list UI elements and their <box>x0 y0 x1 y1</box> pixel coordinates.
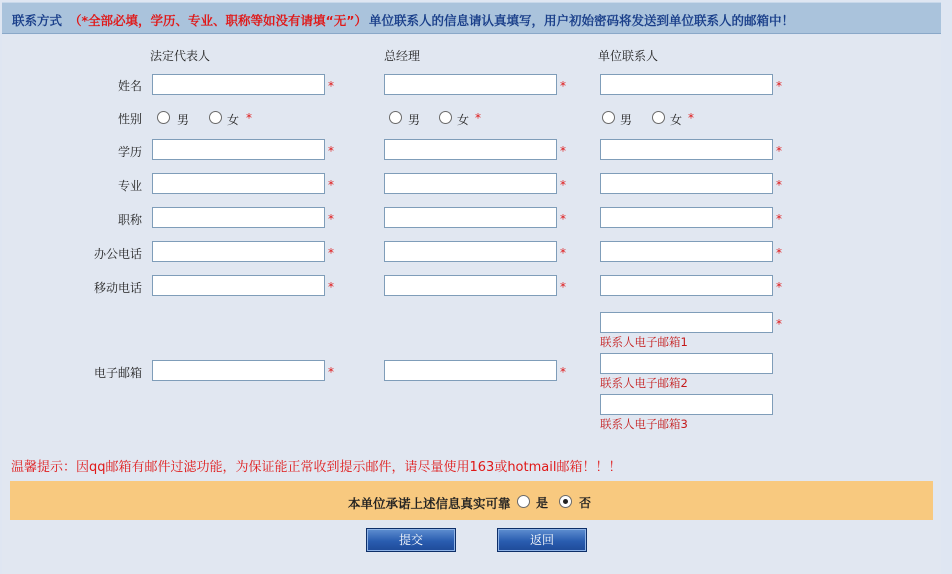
legal-rep-education-input[interactable] <box>152 139 325 160</box>
female-label: 女 <box>227 113 240 127</box>
submit-button[interactable]: 提交 <box>366 528 456 552</box>
contact-male-radio[interactable] <box>602 111 615 124</box>
required-mark: * <box>328 212 334 226</box>
contact-email3-label: 联系人电子邮箱3 <box>600 417 688 431</box>
column-legal-rep: 法定代表人 <box>150 49 211 63</box>
male-label: 男 <box>408 113 421 127</box>
commitment-no-radio[interactable] <box>559 495 572 508</box>
manager-email-input[interactable] <box>384 360 557 381</box>
manager-title-input[interactable] <box>384 207 557 228</box>
contact-female-radio[interactable] <box>652 111 665 124</box>
legal-rep-mobile-input[interactable] <box>152 275 325 296</box>
contact-email3-input[interactable] <box>600 394 773 415</box>
legal-rep-email-input[interactable] <box>152 360 325 381</box>
commitment-no-label: 否 <box>579 496 592 510</box>
female-label: 女 <box>457 113 470 127</box>
manager-mobile-input[interactable] <box>384 275 557 296</box>
legal-rep-office-phone-input[interactable] <box>152 241 325 262</box>
contact-major-input[interactable] <box>600 173 773 194</box>
column-general-manager: 总经理 <box>384 49 421 63</box>
required-mark: * <box>475 111 481 125</box>
label-office-phone: 办公电话 <box>93 247 142 261</box>
manager-education-input[interactable] <box>384 139 557 160</box>
commitment-label: 本单位承诺上述信息真实可靠 <box>348 496 511 511</box>
required-mark: * <box>776 317 782 331</box>
column-contact-person: 单位联系人 <box>598 49 659 63</box>
required-mark: * <box>776 280 782 294</box>
required-mark: * <box>560 246 566 260</box>
contact-name-input[interactable] <box>600 74 773 95</box>
contact-office-phone-input[interactable] <box>600 241 773 262</box>
email-hint: 温馨提示：因qq邮箱有邮件过滤功能，为保证能正常收到提示邮件，请尽量使用163或hotmail邮箱！！！ <box>11 460 622 475</box>
legal-rep-name-input[interactable] <box>152 74 325 95</box>
label-email: 电子邮箱 <box>93 366 142 380</box>
required-mark: * <box>776 79 782 93</box>
required-mark: * <box>560 178 566 192</box>
required-mark: * <box>328 79 334 93</box>
back-button[interactable]: 返回 <box>497 528 587 552</box>
required-mark: * <box>776 246 782 260</box>
manager-major-input[interactable] <box>384 173 557 194</box>
required-mark: * <box>560 280 566 294</box>
legal-rep-male-radio[interactable] <box>157 111 170 124</box>
required-mark: * <box>328 144 334 158</box>
label-mobile-phone: 移动电话 <box>93 281 142 295</box>
commitment-yes-label: 是 <box>536 496 549 510</box>
required-mark: * <box>328 280 334 294</box>
contact-education-input[interactable] <box>600 139 773 160</box>
required-mark: * <box>328 365 334 379</box>
contact-note: 单位联系人的信息请认真填写，用户初始密码将发送到单位联系人的邮箱中！ <box>369 13 795 28</box>
male-label: 男 <box>177 113 190 127</box>
required-mark: * <box>776 212 782 226</box>
required-mark: * <box>328 178 334 192</box>
required-mark: * <box>776 178 782 192</box>
manager-name-input[interactable] <box>384 74 557 95</box>
legal-rep-major-input[interactable] <box>152 173 325 194</box>
contact-title-input[interactable] <box>600 207 773 228</box>
required-mark: * <box>560 79 566 93</box>
required-mark: * <box>560 144 566 158</box>
contact-email2-input[interactable] <box>600 353 773 374</box>
label-major: 专业 <box>117 179 142 193</box>
commitment-bar <box>10 481 933 520</box>
required-mark: * <box>560 365 566 379</box>
required-mark: * <box>246 111 252 125</box>
manager-office-phone-input[interactable] <box>384 241 557 262</box>
label-education: 学历 <box>117 145 142 159</box>
required-mark: * <box>688 111 694 125</box>
section-title: 联系方式 <box>12 13 63 28</box>
required-mark: * <box>776 144 782 158</box>
required-mark: * <box>560 212 566 226</box>
label-job-title: 职称 <box>117 213 142 227</box>
manager-male-radio[interactable] <box>389 111 402 124</box>
contact-email2-label: 联系人电子邮箱2 <box>600 376 688 390</box>
label-gender: 性别 <box>117 112 142 126</box>
required-mark: * <box>328 246 334 260</box>
male-label: 男 <box>620 113 633 127</box>
contact-mobile-input[interactable] <box>600 275 773 296</box>
commitment-yes-radio[interactable] <box>517 495 530 508</box>
label-name: 姓名 <box>117 79 142 93</box>
required-warning: （*全部必填，学历、专业、职称等如没有请填“无”） <box>69 13 367 28</box>
female-label: 女 <box>670 113 683 127</box>
contact-email1-label: 联系人电子邮箱1 <box>600 335 688 349</box>
section-header <box>2 2 941 34</box>
contact-email1-input[interactable] <box>600 312 773 333</box>
legal-rep-female-radio[interactable] <box>209 111 222 124</box>
legal-rep-title-input[interactable] <box>152 207 325 228</box>
manager-female-radio[interactable] <box>439 111 452 124</box>
